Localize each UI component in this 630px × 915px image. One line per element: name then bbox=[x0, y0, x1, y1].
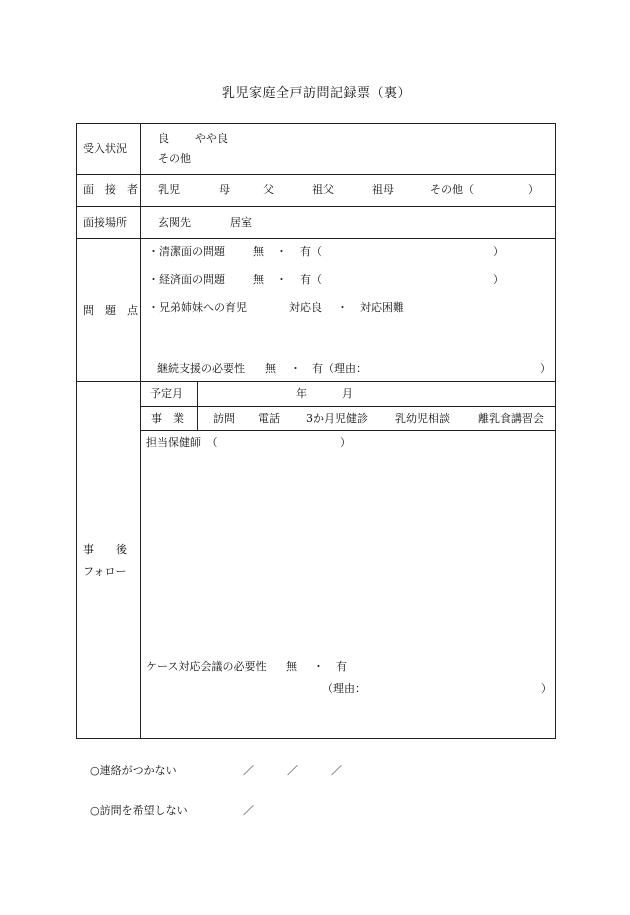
reception-label: 受入状況 bbox=[83, 142, 127, 155]
assigned-nurse-label: 担当保健師 （ bbox=[146, 436, 218, 449]
row-divider-1 bbox=[76, 174, 556, 175]
continued-support-close: ） bbox=[540, 362, 551, 375]
sibling-handling-difficult-option[interactable]: 対応困難 bbox=[360, 301, 404, 314]
continued-support-none-option[interactable]: 無 bbox=[265, 362, 276, 375]
service-option-weaning-class[interactable]: 離乳食講習会 bbox=[478, 412, 544, 425]
scheduled-year-unit: 年 bbox=[296, 387, 307, 400]
interviewee-mother-option[interactable]: 母 bbox=[219, 183, 230, 196]
reception-other-option[interactable]: その他 bbox=[158, 152, 191, 165]
economic-yes-option[interactable]: 有（ bbox=[300, 273, 322, 286]
economic-close: ） bbox=[493, 273, 504, 286]
interviewee-infant-option[interactable]: 乳児 bbox=[158, 183, 180, 196]
case-meeting-yes-option[interactable]: 有 bbox=[336, 660, 347, 673]
row-divider-3 bbox=[76, 238, 556, 239]
place-entrance-option[interactable]: 玄関先 bbox=[158, 216, 191, 229]
hygiene-separator: ・ bbox=[276, 245, 287, 258]
table-border-top bbox=[76, 123, 556, 124]
hygiene-yes-option[interactable]: 有（ bbox=[300, 245, 322, 258]
case-meeting-reason-close: ） bbox=[541, 682, 552, 695]
no-contact-label: ○連絡がつかない bbox=[90, 764, 177, 777]
economic-none-option[interactable]: 無 bbox=[253, 273, 264, 286]
sibling-handling-good-option[interactable]: 対応良 bbox=[289, 301, 322, 314]
table-border-bottom bbox=[76, 738, 556, 739]
label-column-divider bbox=[140, 123, 141, 739]
service-label: 事 業 bbox=[151, 412, 184, 425]
followup-row-divider-2 bbox=[140, 430, 556, 431]
continued-support-separator: ・ bbox=[290, 362, 301, 375]
followup-subcolumn-divider bbox=[197, 381, 198, 431]
interviewee-label: 面 接 者 bbox=[83, 183, 138, 196]
no-visit-date: ／ bbox=[243, 804, 254, 817]
place-label: 面接場所 bbox=[83, 216, 127, 229]
service-option-infant-consultation[interactable]: 乳幼児相談 bbox=[395, 412, 450, 425]
reception-fair-option[interactable]: やや良 bbox=[195, 132, 228, 145]
interviewee-other-close: ） bbox=[528, 183, 539, 196]
interviewee-father-option[interactable]: 父 bbox=[263, 183, 274, 196]
sibling-care-label: ・兄弟姉妹への育児 bbox=[148, 301, 247, 314]
hygiene-close: ） bbox=[493, 245, 504, 258]
hygiene-problem-label: ・清潔面の問題 bbox=[148, 245, 225, 258]
followup-label-line-2: フォロー bbox=[83, 565, 127, 578]
followup-label-line-1: 事 後 bbox=[83, 543, 127, 556]
case-meeting-none-option[interactable]: 無 bbox=[286, 660, 297, 673]
case-meeting-label: ケース対応会議の必要性 bbox=[146, 660, 267, 673]
row-divider-4 bbox=[76, 381, 556, 382]
interviewee-grandfather-option[interactable]: 祖父 bbox=[312, 183, 334, 196]
sibling-separator: ・ bbox=[337, 301, 348, 314]
table-border-left bbox=[76, 123, 77, 739]
followup-row-divider-1 bbox=[140, 406, 556, 407]
continued-support-label: 継続支援の必要性 bbox=[157, 362, 245, 375]
service-option-phone[interactable]: 電話 bbox=[258, 412, 280, 425]
table-border-right bbox=[555, 123, 556, 739]
page-title: 乳児家庭全戸訪問記録票（裏） bbox=[222, 86, 412, 101]
economic-separator: ・ bbox=[276, 273, 287, 286]
case-meeting-separator: ・ bbox=[313, 660, 324, 673]
hygiene-none-option[interactable]: 無 bbox=[253, 245, 264, 258]
case-meeting-reason-label: （理由： bbox=[322, 682, 366, 695]
reception-good-option[interactable]: 良 bbox=[158, 132, 169, 145]
problems-label: 問 題 点 bbox=[83, 304, 138, 317]
no-contact-dates: ／ ／ ／ bbox=[243, 764, 342, 777]
service-option-3month-checkup[interactable]: 3か月児健診 bbox=[306, 412, 368, 425]
continued-support-yes-option[interactable]: 有（理由： bbox=[312, 362, 367, 375]
economic-problem-label: ・経済面の問題 bbox=[148, 273, 225, 286]
row-divider-2 bbox=[76, 206, 556, 207]
no-visit-label: ○訪問を希望しない bbox=[90, 804, 188, 817]
scheduled-month-unit: 月 bbox=[342, 387, 353, 400]
service-option-visit[interactable]: 訪問 bbox=[213, 412, 235, 425]
scheduled-month-label: 予定月 bbox=[150, 387, 183, 400]
place-room-option[interactable]: 居室 bbox=[230, 216, 252, 229]
interviewee-grandmother-option[interactable]: 祖母 bbox=[372, 183, 394, 196]
interviewee-other-option[interactable]: その他（ bbox=[430, 183, 474, 196]
assigned-nurse-close: ） bbox=[340, 436, 351, 449]
